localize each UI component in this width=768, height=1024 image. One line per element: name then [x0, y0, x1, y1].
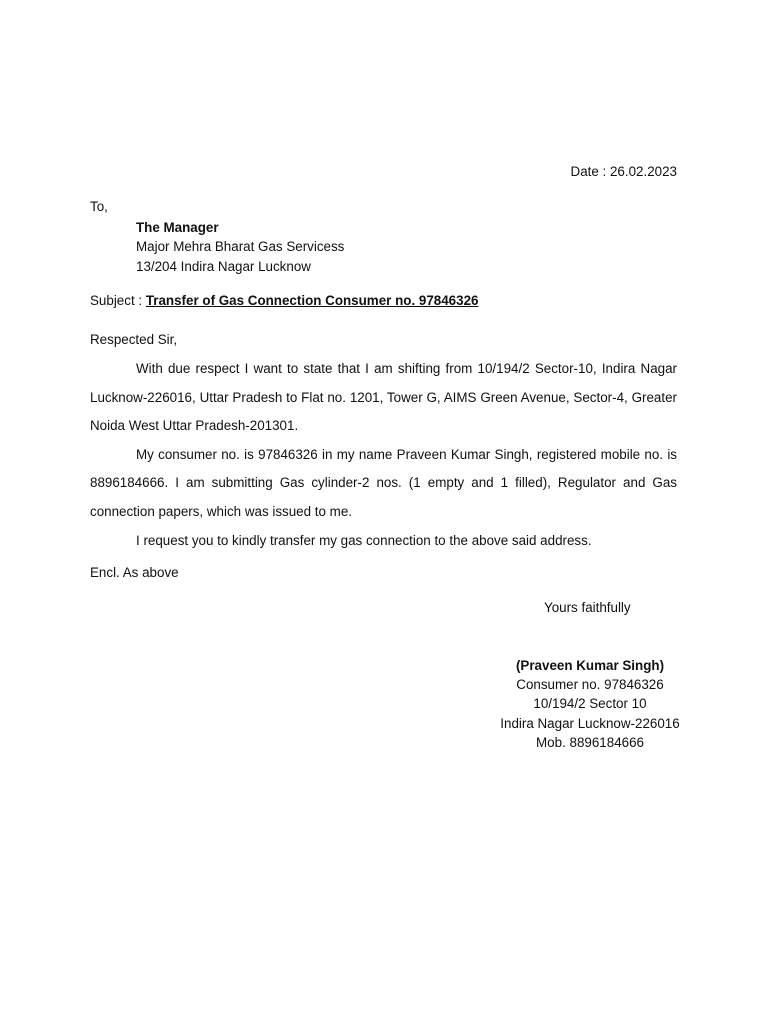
subject-text: Transfer of Gas Connection Consumer no. 97846326 — [145, 293, 479, 308]
letter-body — [90, 355, 677, 555]
closing-line: Yours faithfully — [544, 600, 631, 615]
recipient-address — [136, 218, 344, 276]
signatory-name: (Praveen Kumar Singh) — [515, 658, 665, 673]
signatory-address-2: Indira Nagar Lucknow-226016 — [500, 715, 680, 731]
letter-date: Date : 26.02.2023 — [570, 164, 677, 179]
signature-block — [480, 656, 700, 752]
recipient-line-2: Major Mehra Bharat Gas Servicess — [136, 239, 345, 255]
enclosure-line: Encl. As above — [90, 565, 179, 580]
to-line: To, — [90, 199, 108, 214]
signatory-address-1: 10/194/2 Sector 10 — [533, 696, 647, 712]
recipient-title: The Manager — [136, 220, 219, 235]
body-paragraph-1: With due respect I want to state that I am shifting from 10/194/2 Sector-10, Indira Nagar Lucknow-226016, Uttar Pradesh to Flat no. 1201, Tower G, AIMS Green Avenue, Sector-4, Greater Noida West Uttar Pradesh-201301. — [90, 361, 677, 434]
body-paragraph-2: My consumer no. is 97846326 in my name Praveen Kumar Singh, registered mobile no. is 8896184666. I am submitting Gas cylinder-2 nos. (1 empty and 1 filled), Regulator and Gas connection papers, which was issued to me. — [90, 446, 677, 519]
signatory-consumer-no: Consumer no. 97846326 — [516, 677, 664, 693]
subject-label: Subject : — [90, 293, 146, 308]
subject-line — [90, 293, 478, 308]
signatory-mobile: Mob. 8896184666 — [536, 734, 644, 750]
salutation: Respected Sir, — [90, 332, 178, 347]
recipient-line-3: 13/204 Indira Nagar Lucknow — [136, 258, 311, 274]
body-paragraph-3: I request you to kindly transfer my gas connection to the above said address. — [136, 532, 592, 548]
